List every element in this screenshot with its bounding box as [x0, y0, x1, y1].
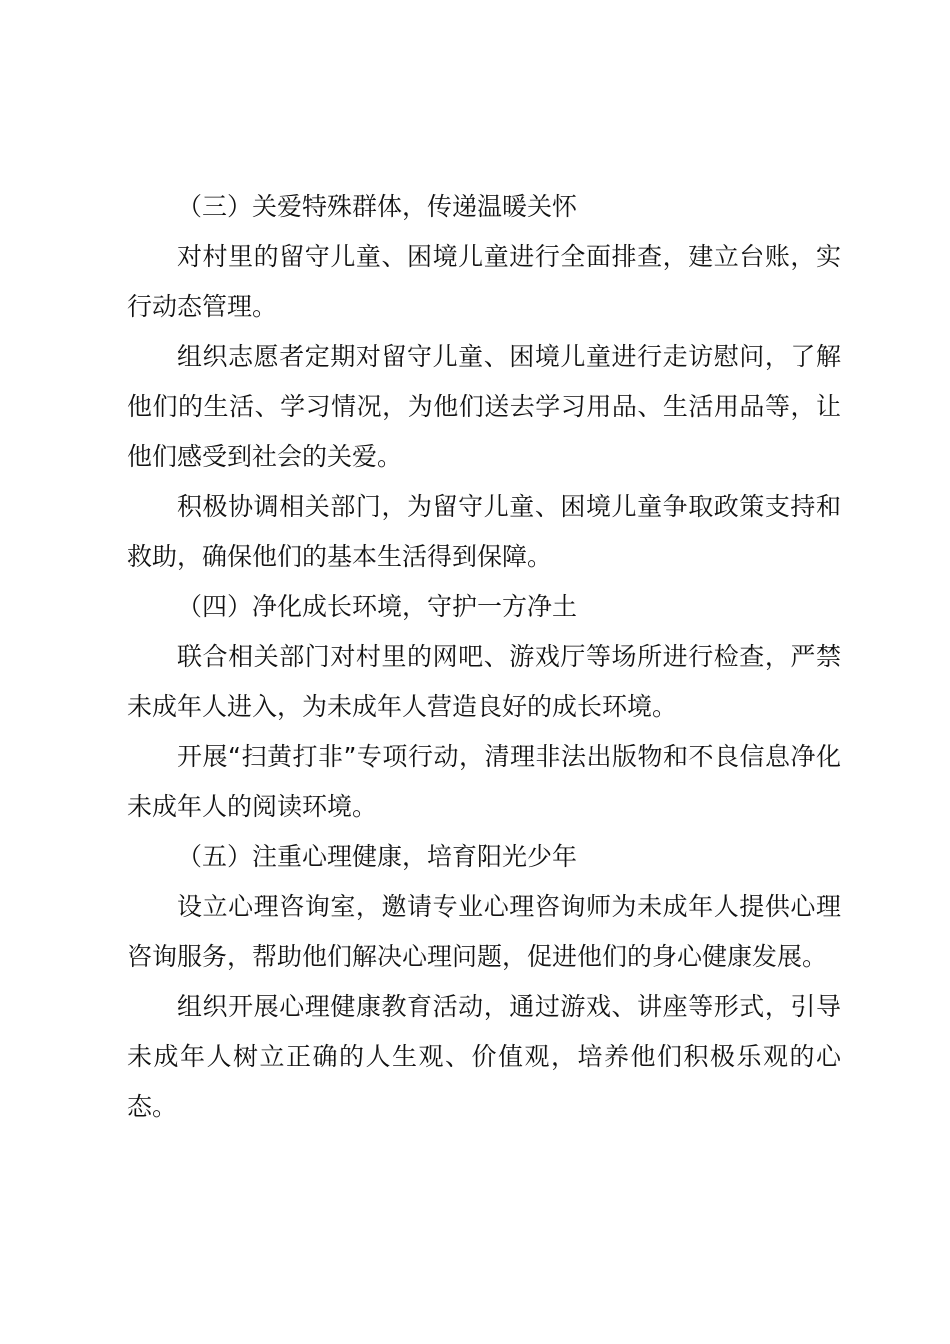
section-heading-5: （五）注重心理健康，培育阳光少年 [177, 842, 578, 871]
document-body [127, 182, 841, 1132]
section-heading-3: （三）关爱特殊群体，传递温暖关怀 [177, 192, 578, 221]
body-paragraph: 对村里的留守儿童、困境儿童进行全面排查，建立台账，实行动态管理。 [127, 242, 841, 321]
body-paragraph: 开展“扫黄打非”专项行动，清理非法出版物和不良信息净化未成年人的阅读环境。 [127, 742, 841, 821]
body-paragraph: 积极协调相关部门，为留守儿童、困境儿童争取政策支持和救助，确保他们的基本生活得到保障。 [127, 492, 841, 571]
body-paragraph: 设立心理咨询室，邀请专业心理咨询师为未成年人提供心理咨询服务，帮助他们解决心理问题，促进他们的身心健康发展。 [127, 892, 841, 971]
body-paragraph: 联合相关部门对村里的网吧、游戏厅等场所进行检查，严禁未成年人进入，为未成年人营造良好的成长环境。 [127, 642, 841, 721]
body-paragraph: 组织志愿者定期对留守儿童、困境儿童进行走访慰问，了解他们的生活、学习情况，为他们送去学习用品、生活用品等，让他们感受到社会的关爱。 [127, 342, 841, 471]
section-heading-4: （四）净化成长环境，守护一方净土 [177, 592, 578, 621]
body-paragraph: 组织开展心理健康教育活动，通过游戏、讲座等形式，引导未成年人树立正确的人生观、价值观，培养他们积极乐观的心态。 [127, 992, 841, 1121]
